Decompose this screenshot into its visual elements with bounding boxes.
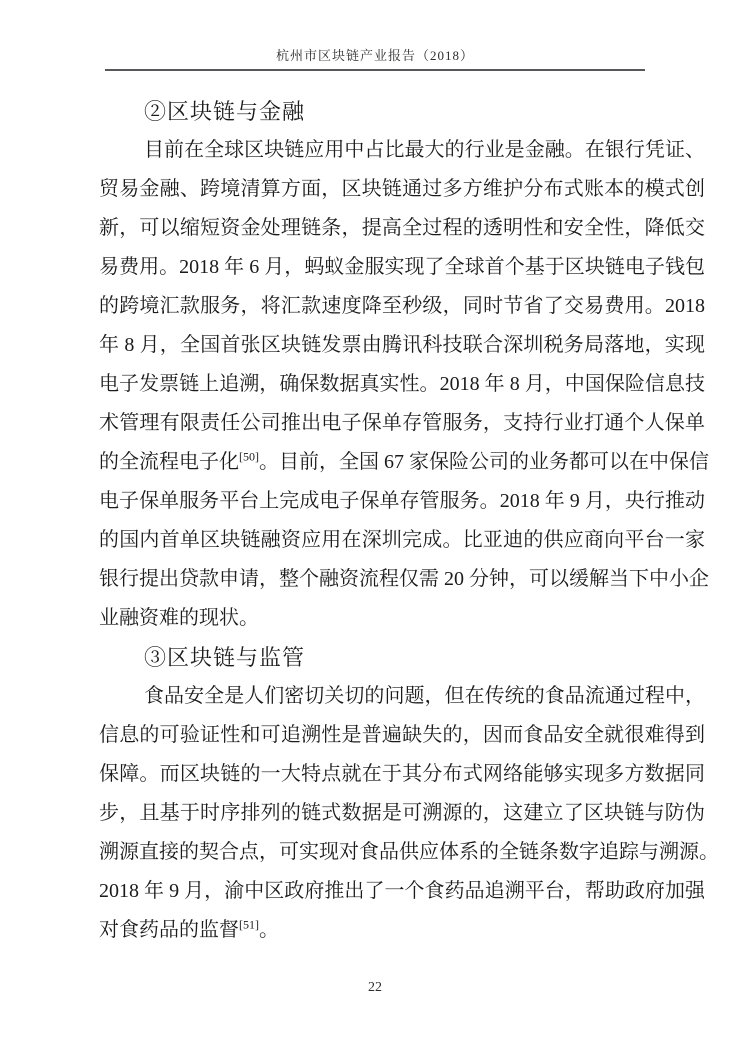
text-line: 的国内首单区块链融资应用在深圳完成。比亚迪的供应商向平台一家 xyxy=(99,529,705,551)
text-line: 电子发票链上追溯，确保数据真实性。2018 年 8 月，中国保险信息技 xyxy=(99,373,705,395)
text-line: 的跨境汇款服务，将汇款速度降至秒级，同时节省了交易费用。2018 xyxy=(99,295,705,317)
text-line: 银行提出贷款申请，整个融资流程仅需 20 分钟，可以缓解当下中小企 xyxy=(99,568,709,590)
text-line: 新，可以缩短资金处理链条，提高全过程的透明性和安全性，降低交 xyxy=(99,217,705,239)
text-line: 术管理有限责任公司推出电子保单存管服务，支持行业打通个人保单 xyxy=(99,412,705,434)
page-number: 22 xyxy=(368,980,382,995)
text-line: 的全流程电子化[50]。目前，全国 67 家保险公司的业务都可以在中保信 xyxy=(99,449,709,473)
text-line: 电子保单服务平台上完成电子保单存管服务。2018 年 9 月，央行推动 xyxy=(99,490,705,512)
text-line: 食品安全是人们密切关切的问题，但在传统的食品流通过程中， xyxy=(144,685,705,707)
document-body xyxy=(99,92,719,950)
section-heading: ②区块链与金融 xyxy=(144,99,306,124)
page-header-title: 杭州市区块链产业报告（2018） xyxy=(275,48,474,63)
text-line: 信息的可验证性和可追溯性是普遍缺失的，因而食品安全就很难得到 xyxy=(99,724,705,746)
text-line: 步，且基于时序排列的链式数据是可溯源的，这建立了区块链与防伪 xyxy=(99,802,705,824)
text-line: 对食药品的监督[51]。 xyxy=(99,917,279,941)
footnote-reference: [50] xyxy=(239,449,259,464)
text-line: 溯源直接的契合点，可实现对食品供应体系的全链条数字追踪与溯源。 xyxy=(99,841,719,863)
header-rule-divider xyxy=(105,69,645,71)
text-line: 贸易金融、跨境清算方面，区块链通过多方维护分布式账本的模式创 xyxy=(99,178,705,200)
footnote-reference: [51] xyxy=(239,917,259,932)
text-line: 2018 年 9 月，渝中区政府推出了一个食药品追溯平台，帮助政府加强 xyxy=(99,880,705,902)
section-heading: ③区块链与监管 xyxy=(144,645,306,670)
text-line: 目前在全球区块链应用中占比最大的行业是金融。在银行凭证、 xyxy=(144,139,705,161)
text-line: 易费用。2018 年 6 月，蚂蚁金服实现了全球首个基于区块链电子钱包 xyxy=(99,256,705,278)
text-line: 保障。而区块链的一大特点就在于其分布式网络能够实现多方数据同 xyxy=(99,763,705,785)
text-line: 年 8 月，全国首张区块链发票由腾讯科技联合深圳税务局落地，实现 xyxy=(99,334,705,356)
text-line: 业融资难的现状。 xyxy=(99,607,259,629)
